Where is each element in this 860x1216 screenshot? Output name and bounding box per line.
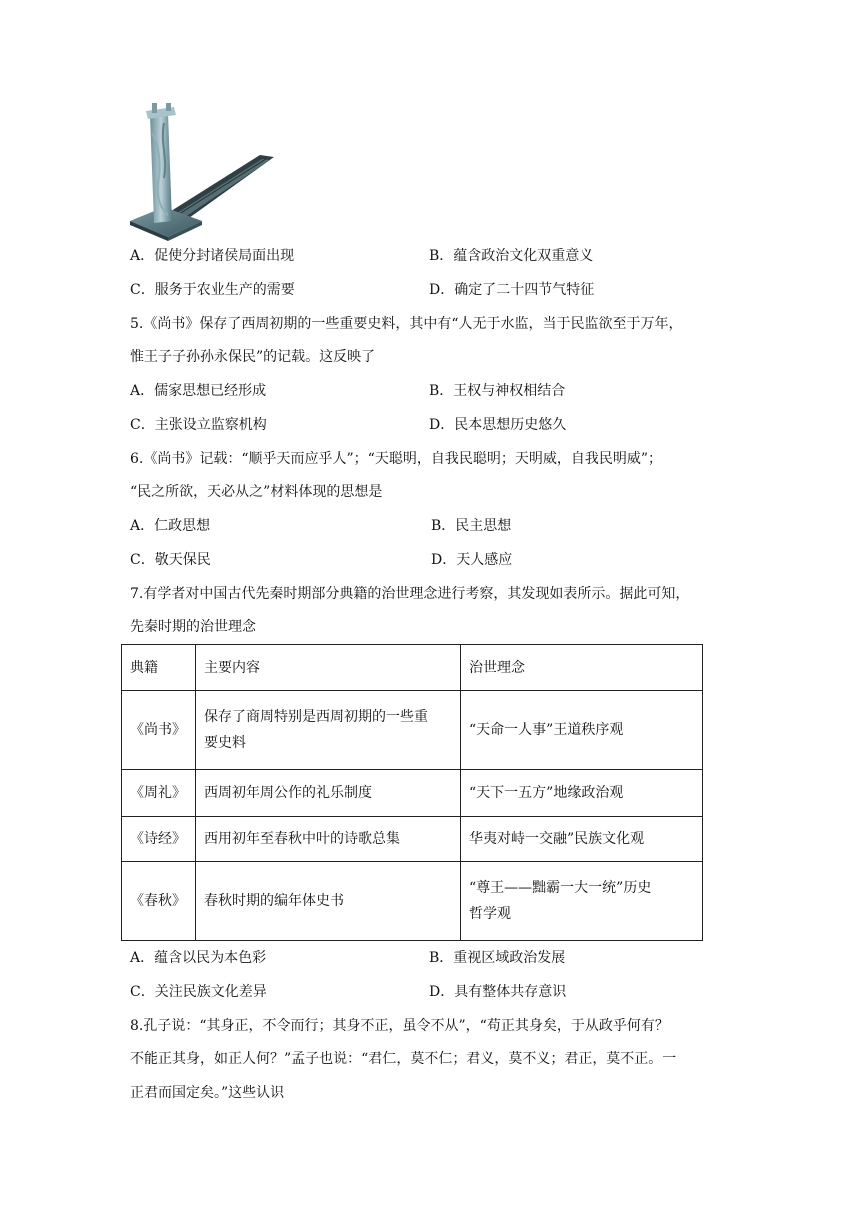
q8-stem-line-3: 正君而国定矣。”这些认识	[130, 1085, 285, 1101]
q5-stem-line-1: 5.《尚书》保存了西周初期的一些重要史料，其中有“人无于水监，当于民监欲至于万年，	[130, 316, 683, 332]
q5-option-c: C．主张设立监察机构	[130, 417, 267, 433]
table-row	[122, 770, 703, 817]
table-header-cell: 治世理念	[461, 645, 703, 691]
q7-option-a: A．蕴含以民为本色彩	[130, 950, 267, 966]
table-row	[122, 691, 703, 770]
table-cell-idea: “天命一人事”王道秩序观	[461, 691, 703, 770]
table-cell-book: 《周礼》	[122, 770, 196, 817]
table-cell-book: 《春秋》	[122, 862, 196, 941]
q5-option-b: B．王权与神权相结合	[429, 383, 566, 399]
q5-stem-line-2: 惟王子子孙孙永保民”的记载。这反映了	[130, 349, 376, 365]
table-row	[122, 862, 703, 941]
q8-stem-line-1: 8.孔子说：“其身正，不令而行；其身不正，虽令不从”，“苟正其身矣，于从政乎何有？	[130, 1018, 669, 1034]
q6-option-a: A．仁政思想	[130, 518, 211, 534]
content-line: 保存了商周特别是西周初期的一些重	[204, 709, 428, 725]
table-cell-idea	[461, 862, 703, 941]
q4-option-d: D．确定了二十四节气特征	[429, 282, 595, 298]
table-row	[122, 817, 703, 862]
gnomon-sundial-image	[128, 103, 280, 241]
q5-option-a: A．儒家思想已经形成	[130, 383, 267, 399]
table-header-cell: 主要内容	[196, 645, 461, 691]
q6-option-c: C．敬天保民	[130, 552, 211, 568]
idea-line: “尊王——黜霸一大一统”历史	[469, 880, 652, 896]
table-header-row	[122, 645, 703, 691]
q7-stem-line-2: 先秦时期的治世理念	[130, 619, 256, 635]
q4-option-c: C．服务于农业生产的需要	[130, 282, 295, 298]
content-line: 要史料	[204, 735, 246, 751]
q6-stem-line-1: 6.《尚书》记载：“顺乎天而应乎人”；“天聪明，自我民聪明；天明威，自我民明威”；	[130, 451, 662, 467]
idea-line: 哲学观	[469, 906, 511, 922]
q5-option-d: D．民本思想历史悠久	[429, 417, 567, 433]
table-cell-content: 西周初年周公作的礼乐制度	[196, 770, 461, 817]
q6-option-d: D．天人感应	[431, 552, 513, 568]
q7-option-d: D．具有整体共存意识	[429, 984, 567, 1000]
q7-stem-line-1: 7.有学者对中国古代先秦时期部分典籍的治世理念进行考察，其发现如表所示。据此可知，	[130, 586, 690, 602]
q4-option-a: A．促使分封诸侯局面出现	[130, 248, 295, 264]
table-cell-idea: 华夷对峙一交融”民族文化观	[461, 817, 703, 862]
q6-option-b: B．民主思想	[431, 518, 512, 534]
table-header-cell: 典籍	[122, 645, 196, 691]
table-cell-content: 春秋时期的编年体史书	[196, 862, 461, 941]
q8-stem-line-2: 不能正其身，如正人何？”孟子也说：“君仁，莫不仁；君义，莫不义；君正，莫不正。一	[130, 1051, 677, 1067]
table-cell-idea: “天下一五方”地缘政治观	[461, 770, 703, 817]
q7-option-c: C．关注民族文化差异	[130, 984, 267, 1000]
q6-stem-line-2: “民之所欲，天必从之”材料体现的思想是	[130, 484, 383, 500]
table-cell-content	[196, 691, 461, 770]
q7-option-b: B．重视区域政治发展	[429, 950, 566, 966]
classics-table	[121, 644, 703, 941]
table-cell-book: 《尚书》	[122, 691, 196, 770]
table-cell-book: 《诗经》	[122, 817, 196, 862]
q4-option-b: B．蕴含政治文化双重意义	[429, 248, 594, 264]
table-cell-content: 西用初年至春秋中叶的诗歌总集	[196, 817, 461, 862]
